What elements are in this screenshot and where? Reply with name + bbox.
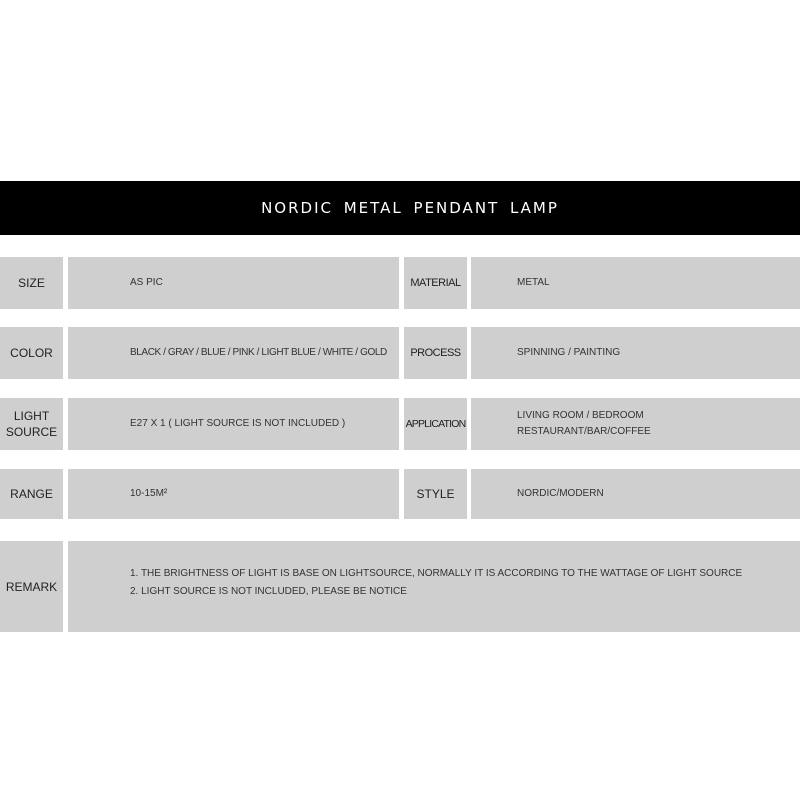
spec-value-range: 10-15M²: [68, 469, 399, 519]
spec-value-application: [471, 398, 800, 450]
spec-label-material: MATERIAL: [404, 257, 467, 309]
spec-label-process: PROCESS: [404, 327, 467, 379]
spec-value-light-source: E27 X 1 ( LIGHT SOURCE IS NOT INCLUDED ): [68, 398, 399, 450]
spec-label-style: STYLE: [404, 469, 467, 519]
page-title: NORDIC METAL PENDANT LAMP: [261, 199, 559, 217]
spec-value-process: SPINNING / PAINTING: [471, 327, 800, 379]
spec-label-remark: REMARK: [0, 541, 63, 632]
spec-label-size: SIZE: [0, 257, 63, 309]
spec-label-range: RANGE: [0, 469, 63, 519]
spec-value-style: NORDIC/MODERN: [471, 469, 800, 519]
spec-value-material: METAL: [471, 257, 800, 309]
remark-line-1: 1. THE BRIGHTNESS OF LIGHT IS BASE ON LIGHTSOURCE, NORMALLY IT IS ACCORDING TO THE WATTAGE OF LIGHT SOURCE: [130, 567, 743, 579]
spec-value-color: BLACK / GRAY / BLUE / PINK / LIGHT BLUE / WHITE / GOLD: [68, 327, 399, 379]
spec-value-application-line1: LIVING ROOM / BEDROOM: [517, 410, 644, 421]
spec-label-light-source-line2: SOURCE: [5, 425, 58, 439]
spec-value-size: AS PIC: [68, 257, 399, 309]
spec-value-application-line2: RESTAURANT/BAR/COFFEE: [517, 426, 651, 437]
spec-label-light-source-line1: LIGHT: [13, 409, 50, 423]
spec-label-color: COLOR: [0, 327, 63, 379]
spec-value-remark: [68, 541, 800, 632]
remark-line-2: 2. LIGHT SOURCE IS NOT INCLUDED, PLEASE BE NOTICE: [130, 585, 407, 597]
title-banner: [0, 181, 800, 235]
spec-label-application: APPLICATION: [404, 398, 467, 450]
spec-label-light-source: [0, 398, 63, 450]
